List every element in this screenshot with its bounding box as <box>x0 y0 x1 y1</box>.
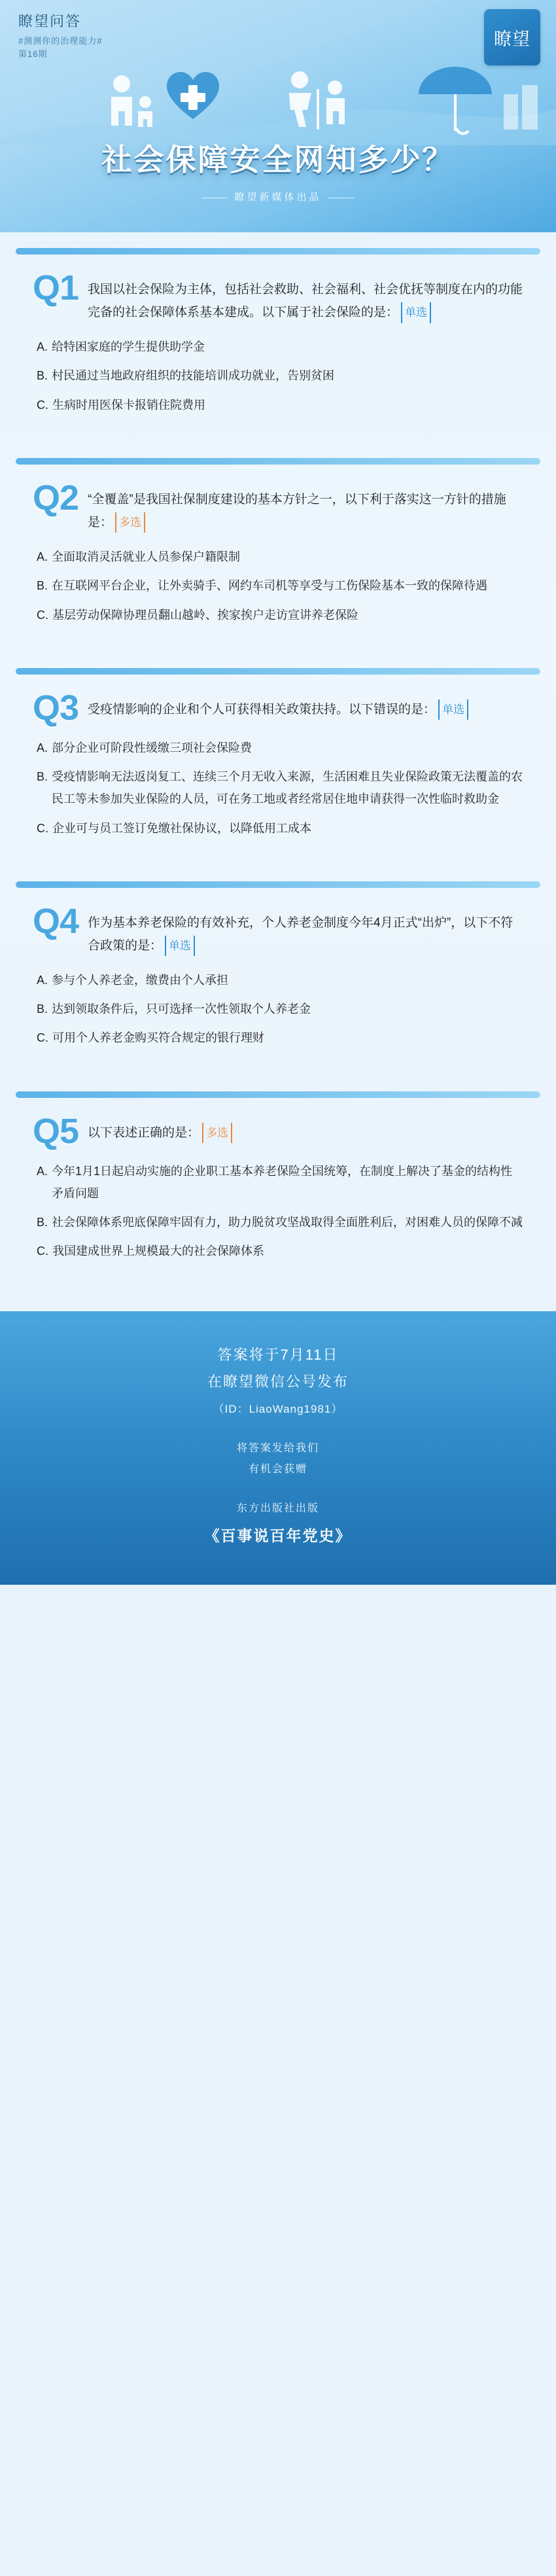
section-divider <box>16 458 540 465</box>
section-divider <box>16 1091 540 1098</box>
question-head <box>33 901 523 957</box>
option-item[interactable] <box>37 817 523 839</box>
question-block-q2 <box>16 465 540 652</box>
question-type-badge: 多选 <box>115 512 145 533</box>
option-label: B. <box>37 1002 48 1016</box>
poster-header <box>0 0 556 232</box>
option-text: 生病时用医保卡报销住院费用 <box>52 398 205 412</box>
option-text: 给特困家庭的学生提供助学金 <box>52 340 205 354</box>
section-divider <box>16 668 540 675</box>
option-item[interactable] <box>37 574 523 597</box>
subtitle-text: 瞭望新媒体出品 <box>234 192 322 203</box>
brand-name: 瞭望问答 <box>18 13 82 29</box>
question-block-q4 <box>16 888 540 1076</box>
answer-date: 答案将于7月11日 <box>217 1346 339 1363</box>
question-number: Q2 <box>33 478 79 518</box>
brand-issue: 第16期 <box>18 48 48 59</box>
question-number: Q4 <box>33 901 79 941</box>
option-text: 我国建成世界上规模最大的社会保障体系 <box>52 1244 264 1258</box>
option-label: B. <box>37 1216 48 1229</box>
option-item[interactable] <box>37 394 523 416</box>
option-label: C. <box>37 608 48 622</box>
option-list <box>33 336 523 416</box>
option-label: A. <box>37 974 48 987</box>
option-label: C. <box>37 1244 48 1258</box>
prize-hint: 有机会获赠 <box>248 1464 307 1475</box>
option-text: 受疫情影响无法返岗复工、连续三个月无收入来源，生活困难且失业保险政策无法覆盖的农民工等未参加失业保险的人员，可在务工地或者经常居住地申请获得一次性临时救助金 <box>52 770 523 806</box>
decorative-illustration <box>0 47 556 145</box>
answer-channel: 在瞭望微信公号发布 <box>207 1373 349 1390</box>
option-item[interactable] <box>37 766 523 810</box>
question-stem-text: 我国以社会保险为主体，包括社会救助、社会福利、社会优抚等制度在内的功能完备的社会保障体系基本建成。以下属于社会保险的是： <box>88 283 523 320</box>
question-stem-text: 以下表述正确的是： <box>88 1125 200 1140</box>
question-number: Q5 <box>33 1111 79 1151</box>
option-item[interactable] <box>37 1160 523 1205</box>
question-stem-text: 作为基本养老保险的有效补充，个人养老金制度今年4月正式“出炉”，以下不符合政策的是： <box>88 915 513 953</box>
option-item[interactable] <box>37 604 523 626</box>
option-item[interactable] <box>37 546 523 568</box>
question-head <box>33 268 523 324</box>
brand-hashtag: #测测你的治理能力# <box>18 36 103 46</box>
option-label: B. <box>37 770 48 784</box>
option-label: B. <box>37 369 48 383</box>
option-text: 全面取消灵活就业人员参保户籍限制 <box>52 550 241 564</box>
question-stem <box>88 905 523 957</box>
book-title: 《百事说百年党史》 <box>204 1527 352 1545</box>
option-item[interactable] <box>37 364 523 387</box>
option-text: 村民通过当地政府组织的技能培训成功就业，告别贫困 <box>52 369 335 383</box>
option-text: 社会保障体系兜底保障牢固有力，助力脱贫攻坚战取得全面胜利后，对困难人员的保障不减 <box>52 1216 523 1229</box>
option-item[interactable] <box>37 1027 523 1049</box>
publisher-name: 东方出版社出版 <box>236 1503 319 1515</box>
option-list <box>33 1160 523 1263</box>
question-type-badge: 单选 <box>165 936 195 956</box>
question-type-badge: 多选 <box>202 1123 232 1143</box>
question-number: Q3 <box>33 688 79 728</box>
option-text: 达到领取条件后，只可选择一次性领取个人养老金 <box>52 1002 311 1016</box>
section-divider <box>16 248 540 255</box>
option-label: A. <box>37 741 48 754</box>
question-stem <box>88 1115 232 1144</box>
option-item[interactable] <box>37 969 523 991</box>
question-type-badge: 单选 <box>438 699 468 720</box>
option-label: C. <box>37 1031 48 1045</box>
question-stem <box>88 272 523 324</box>
question-stem <box>88 482 523 534</box>
option-text: 在互联网平台企业，让外卖骑手、网约车司机等享受与工伤保险基本一致的保障待遇 <box>52 579 488 593</box>
option-item[interactable] <box>37 1211 523 1233</box>
question-head <box>33 1111 523 1151</box>
option-item[interactable] <box>37 336 523 358</box>
option-label: C. <box>37 398 48 412</box>
option-item[interactable] <box>37 737 523 759</box>
question-head <box>33 688 523 728</box>
option-list <box>33 546 523 626</box>
question-number: Q1 <box>33 268 79 308</box>
option-list <box>33 737 523 839</box>
publisher-logo: 瞭望 <box>484 9 540 65</box>
submit-hint: 将答案发给我们 <box>236 1443 319 1455</box>
option-label: B. <box>37 579 48 593</box>
question-block-q1 <box>16 255 540 442</box>
option-text: 基层劳动保障协理员翻山越岭、挨家挨户走访宣讲养老保险 <box>52 608 358 622</box>
wechat-id: （ID：LiaoWang1981） <box>213 1403 343 1416</box>
question-block-q5 <box>16 1098 540 1289</box>
option-label: A. <box>37 340 48 354</box>
question-stem <box>88 692 468 721</box>
title-band <box>0 136 556 203</box>
question-stem-text: 受疫情影响的企业和个人可获得相关政策扶持。以下错误的是： <box>88 702 436 716</box>
option-text: 企业可与员工签订免缴社保协议，以降低用工成本 <box>52 821 311 835</box>
page-subtitle <box>0 190 556 203</box>
option-list <box>33 969 523 1050</box>
option-label: A. <box>37 1164 48 1178</box>
option-text: 今年1月1日起启动实施的企业职工基本养老保险全国统筹，在制度上解决了基金的结构性矛盾问题 <box>52 1164 513 1201</box>
option-text: 参与个人养老金，缴费由个人承担 <box>52 974 229 987</box>
option-text: 可用个人养老金购买符合规定的银行理财 <box>52 1031 264 1045</box>
question-head <box>33 478 523 534</box>
option-item[interactable] <box>37 1240 523 1262</box>
poster-footer <box>0 1311 556 1585</box>
section-divider <box>16 881 540 888</box>
option-label: A. <box>37 550 48 564</box>
option-item[interactable] <box>37 998 523 1020</box>
option-label: C. <box>37 821 48 835</box>
question-block-q3 <box>16 675 540 866</box>
question-type-badge: 单选 <box>401 302 431 323</box>
question-stem-text: “全覆盖”是我国社保制度建设的基本方针之一，以下利于落实这一方针的措施是： <box>88 492 506 529</box>
page-title: 社会保障安全网知多少？ <box>101 143 455 177</box>
option-text: 部分企业可阶段性缓缴三项社会保险费 <box>52 741 252 754</box>
